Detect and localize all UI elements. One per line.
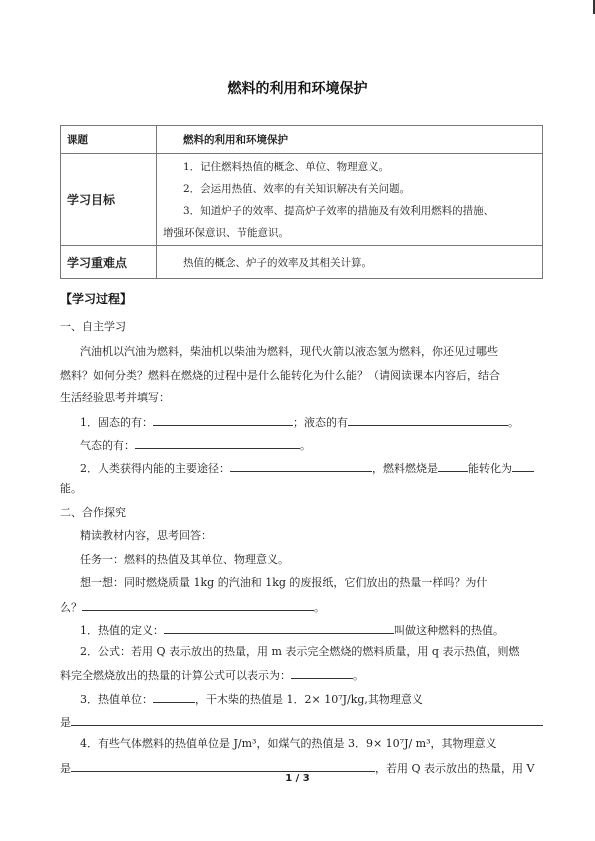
item-1 [80, 622, 504, 638]
question-text: ；液态的有 [293, 416, 348, 429]
answer-blank[interactable] [348, 414, 508, 426]
answer-blank[interactable] [512, 460, 534, 472]
question-1-gas [80, 437, 311, 453]
paragraph-line: 精读教材内容，思考回答： [80, 529, 212, 542]
page-title: 燃料的利用和环境保护 [227, 81, 368, 97]
answer-blank[interactable] [82, 599, 314, 611]
goals-cell [157, 154, 543, 246]
question-text: 1．热值的定义： [80, 624, 164, 637]
table-row [61, 126, 543, 154]
question-text: ，若用 Q 表示放出的热量，用 V [375, 762, 535, 775]
topic-value: 燃料的利用和环境保护 [157, 126, 543, 154]
paragraph-line: 4．有些气体燃料的热值单位是 J/m³，如煤气的热值是 3．9× 10⁷J/ m³，其物理意义 [80, 737, 497, 750]
think-answer [60, 599, 325, 615]
process-header: 【学习过程】 [60, 292, 133, 306]
answer-blank[interactable] [230, 460, 372, 472]
table-row [61, 246, 543, 279]
question-text: 。 [300, 439, 311, 452]
answer-blank[interactable] [71, 714, 543, 726]
question-1 [80, 414, 519, 430]
goal-item: 2．会运用热值、效率的有关知识解决有关问题。 [183, 182, 411, 195]
question-text: 3．热值单位： [80, 693, 153, 706]
answer-blank[interactable] [164, 622, 394, 634]
question-text: 能转化为 [468, 462, 512, 475]
answer-blank[interactable] [135, 437, 300, 449]
question-text: 2．人类获得内能的主要途径： [80, 462, 230, 475]
goals-label: 学习目标 [61, 154, 157, 246]
item-2-formula [60, 667, 364, 683]
answer-blank[interactable] [438, 460, 468, 472]
item-3 [80, 691, 423, 707]
paragraph-line: 燃料？如何分类？燃料在燃烧的过程中是什么能转化为什么能？（请阅读课本内容后，结合 [60, 369, 500, 382]
section-title: 二、合作探究 [60, 506, 126, 519]
question-text: 叫做这种燃料的热值。 [394, 624, 504, 637]
question-text: ，干木柴的热值是 1．2× 10⁷J/kg,其物理意义 [195, 693, 423, 706]
question-text: ，燃料燃烧是 [372, 462, 438, 475]
paragraph-line: 生活经验思考并填写： [60, 391, 170, 404]
table-row [61, 154, 543, 246]
task-title: 任务一：燃料的热值及其单位、物理意义。 [80, 553, 289, 566]
key-points-label: 学习重难点 [61, 246, 157, 279]
question-text: 。 [353, 669, 364, 682]
key-points-value: 热值的概念、炉子的效率及其相关计算。 [157, 246, 543, 279]
paragraph-line: 汽油机以汽油为燃料，柴油机以柴油为燃料，现代火箭以液态氢为燃料，你还见过哪些 [80, 345, 498, 358]
question-text: 。 [314, 601, 325, 614]
answer-blank[interactable] [153, 691, 195, 703]
item-3-meaning [60, 714, 543, 730]
goal-item: 1．记住燃料热值的概念、单位、物理意义。 [183, 160, 390, 173]
paragraph-line: 想一想：同时燃烧质量 1kg 的汽油和 1kg 的废报纸，它们放出的热量一样吗？为什 [80, 576, 488, 589]
goal-item: 3．知道炉子的效率、提高炉子效率的措施及有效利用燃料的措施、 [183, 204, 495, 217]
answer-blank[interactable] [291, 667, 353, 679]
page-number: 1 / 3 [285, 773, 310, 784]
question-text: 是 [60, 762, 71, 775]
question-text: 1．固态的有： [80, 416, 153, 429]
question-text: 。 [508, 416, 519, 429]
question-text: 气态的有： [80, 439, 135, 452]
answer-blank[interactable] [153, 414, 293, 426]
question-text: 么？ [60, 601, 82, 614]
question-text: 是 [60, 716, 71, 729]
paragraph-line: 2．公式：若用 Q 表示放出的热量，用 m 表示完全燃烧的燃料质量，用 q 表示热值，则燃 [80, 645, 520, 658]
answer-blank[interactable] [71, 760, 375, 772]
topic-label: 课题 [61, 126, 157, 154]
question-text: 料完全燃烧放出的热量的计算公式可以表示为： [60, 669, 291, 682]
goal-item: 增强环保意识、节能意识。 [163, 226, 289, 239]
section-title: 一、自主学习 [60, 320, 126, 333]
question-2 [80, 460, 534, 476]
lesson-info-table [60, 125, 543, 279]
paragraph-line: 能。 [60, 482, 82, 495]
